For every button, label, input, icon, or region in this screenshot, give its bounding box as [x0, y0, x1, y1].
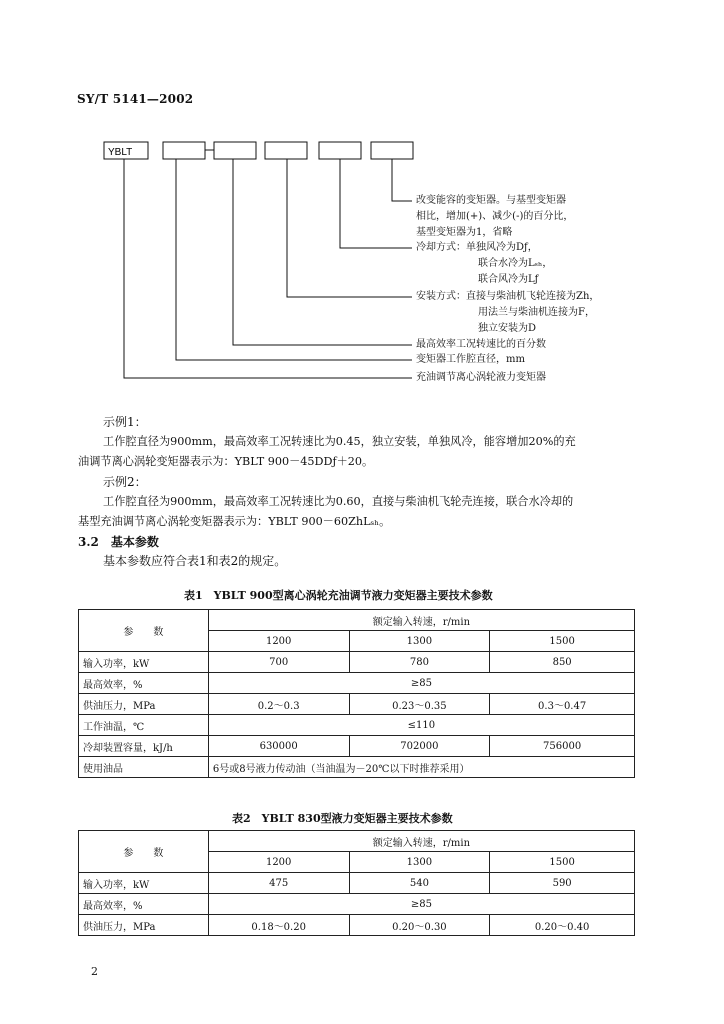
table-cell: 0.20～0.40 [490, 915, 635, 936]
note-capacity-1: 改变能容的变矩器。与基型变矩器 [416, 195, 566, 206]
note-capacity-2: 相比，增加(+)、减少(-)的百分比， [416, 211, 574, 222]
table1-param-header: 参 数 [79, 610, 209, 652]
row-label: 输入功率，kW [79, 652, 209, 673]
code-box-efficiency [214, 142, 256, 159]
note-efficiency: 最高效率工况转速比的百分数 [416, 339, 546, 350]
row-label: 供油压力，MPa [79, 694, 209, 715]
note-model: 充油调节离心涡轮液力变矩器 [416, 372, 546, 383]
table-row [79, 894, 635, 915]
table1-speed-header: 额定输入转速，r/min [208, 610, 634, 631]
example2-line2: 基型充油调节离心涡轮变矩器表示为：YBLT 900－60ZhLₛₕ。 [78, 515, 391, 528]
table-cell: 0.20～0.30 [349, 915, 490, 936]
table-row [79, 652, 635, 673]
table-cell: 850 [490, 652, 635, 673]
table2-title: 表2 YBLT 830型液力变矩器主要技术参数 [232, 812, 453, 825]
table-cell: 630000 [208, 736, 349, 757]
table-cell: 756000 [490, 736, 635, 757]
table-cell: 780 [349, 652, 490, 673]
note-install-2: 用法兰与柴油机连接为F， [478, 307, 595, 318]
note-cooling-2: 联合水冷为Lₛₕ， [478, 258, 553, 269]
table-cell: ≤110 [208, 715, 634, 736]
code-box-label: YBLT [108, 147, 133, 158]
table-row [79, 915, 635, 936]
table-cell: 540 [349, 873, 490, 894]
row-label: 使用油品 [79, 757, 209, 778]
table-row [79, 715, 635, 736]
note-capacity-3: 基型变矩器为1，省略 [416, 227, 513, 238]
note-cooling-1: 冷却方式：单独风冷为Dƒ， [416, 242, 538, 253]
table-row [79, 757, 635, 778]
code-box-capacity [371, 142, 413, 159]
table-cell: 702000 [349, 736, 490, 757]
example1-label: 示例1： [103, 415, 147, 429]
table-cell: 475 [208, 873, 349, 894]
table-row [79, 873, 635, 894]
table-cell: 1300 [349, 852, 490, 873]
note-install-1: 安装方式：直接与柴油机飞轮连接为Zh， [416, 291, 600, 302]
code-box-diameter [163, 142, 205, 159]
row-label: 工作油温，℃ [79, 715, 209, 736]
table-cell: ≥85 [208, 673, 634, 694]
table-cell: 1300 [349, 631, 490, 652]
example2-line1: 工作腔直径为900mm，最高效率工况转速比为0.60，直接与柴油机飞轮壳连接，联合水冷却的 [103, 495, 574, 508]
table2 [78, 830, 635, 936]
document-header: SY/T 5141—2002 [77, 92, 194, 106]
table-cell: 0.2～0.3 [208, 694, 349, 715]
model-code-diagram [0, 0, 724, 400]
code-box-cooling [319, 142, 361, 159]
row-label: 输入功率，kW [79, 873, 209, 894]
note-install-3: 独立安装为D [478, 323, 537, 334]
table2-speed-header: 额定输入转速，r/min [208, 831, 634, 852]
example2-label: 示例2： [103, 475, 147, 489]
example1-line1: 工作腔直径为900mm，最高效率工况转速比为0.45，独立安装，单独风冷，能容增加20%的充 [103, 435, 576, 448]
table-cell: 590 [490, 873, 635, 894]
table-cell: 0.18～0.20 [208, 915, 349, 936]
table-cell: 1500 [490, 631, 635, 652]
table-cell: ≥85 [208, 894, 634, 915]
table-row [79, 736, 635, 757]
table-cell: 1200 [208, 852, 349, 873]
table-cell: 6号或8号液力传动油（当油温为－20℃以下时推荐采用） [208, 757, 634, 778]
section-heading: 3.2 基本参数 [78, 535, 159, 549]
table-cell: 1500 [490, 852, 635, 873]
table-cell: 0.3～0.47 [490, 694, 635, 715]
row-label: 冷却装置容量，kJ/h [79, 736, 209, 757]
row-label: 最高效率，% [79, 894, 209, 915]
note-cooling-3: 联合风冷为Lƒ [478, 274, 539, 285]
example1-line2: 油调节离心涡轮变矩器表示为：YBLT 900－45DDƒ＋20。 [78, 455, 374, 468]
table-row [79, 673, 635, 694]
table-cell: 0.23～0.35 [349, 694, 490, 715]
code-box-installation [265, 142, 307, 159]
row-label: 最高效率，% [79, 673, 209, 694]
table-cell: 700 [208, 652, 349, 673]
row-label: 供油压力，MPa [79, 915, 209, 936]
table-cell: 1200 [208, 631, 349, 652]
table-row [79, 694, 635, 715]
page-number: 2 [91, 965, 98, 978]
table2-param-header: 参 数 [79, 831, 209, 873]
note-diameter: 变矩器工作腔直径，mm [416, 354, 525, 365]
table1 [78, 609, 635, 778]
table1-title: 表1 YBLT 900型离心涡轮充油调节液力变矩器主要技术参数 [184, 589, 493, 602]
section-text: 基本参数应符合表1和表2的规定。 [103, 554, 287, 568]
